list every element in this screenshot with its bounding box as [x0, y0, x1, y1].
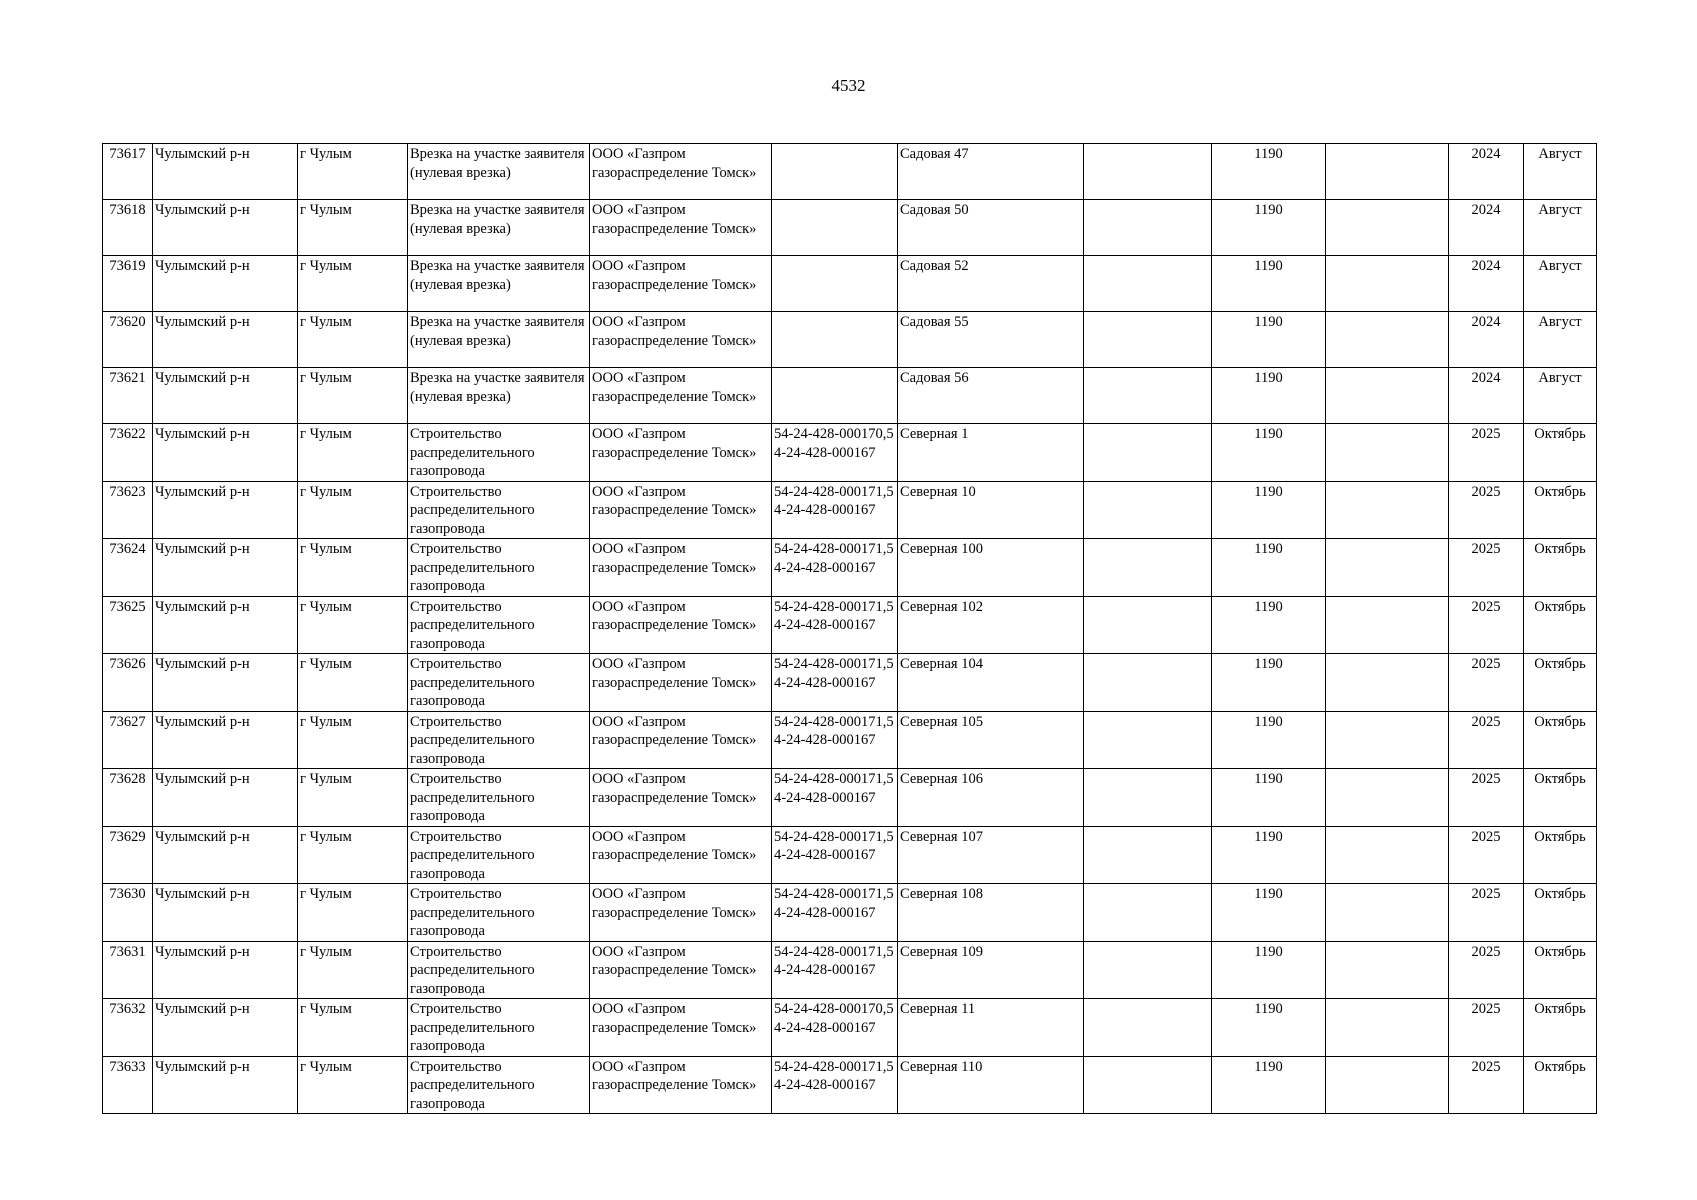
empty-cell [1084, 144, 1212, 200]
cadastral-number-cell: 54-24-428-000171,54-24-428-000167 [772, 826, 898, 884]
city-cell: г Чулым [298, 539, 408, 597]
address-cell: Северная 108 [898, 884, 1084, 942]
month-cell: Август [1524, 200, 1597, 256]
work-type-cell: Врезка на участке заявителя (нулевая врезка) [408, 368, 590, 424]
address-cell: Садовая 55 [898, 312, 1084, 368]
empty-cell [1084, 368, 1212, 424]
row-number: 73629 [103, 826, 153, 884]
work-type-cell: Строительство распределительного газопровода [408, 596, 590, 654]
length-cell: 1190 [1212, 368, 1326, 424]
table-row [103, 596, 1597, 654]
cadastral-number-cell: 54-24-428-000171,54-24-428-000167 [772, 769, 898, 827]
work-type-cell: Врезка на участке заявителя (нулевая врезка) [408, 144, 590, 200]
length-cell: 1190 [1212, 539, 1326, 597]
empty-cell [1084, 999, 1212, 1057]
district-cell: Чулымский р-н [153, 999, 298, 1057]
cadastral-number-cell [772, 312, 898, 368]
empty-cell [1084, 256, 1212, 312]
year-cell: 2024 [1449, 312, 1524, 368]
empty-cell [1084, 769, 1212, 827]
district-cell: Чулымский р-н [153, 769, 298, 827]
year-cell: 2024 [1449, 200, 1524, 256]
city-cell: г Чулым [298, 256, 408, 312]
organization-cell: ООО «Газпром газораспределение Томск» [590, 539, 772, 597]
length-cell: 1190 [1212, 999, 1326, 1057]
length-cell: 1190 [1212, 200, 1326, 256]
row-number: 73620 [103, 312, 153, 368]
city-cell: г Чулым [298, 654, 408, 712]
work-type-cell: Врезка на участке заявителя (нулевая врезка) [408, 256, 590, 312]
cadastral-number-cell: 54-24-428-000171,54-24-428-000167 [772, 941, 898, 999]
table-row [103, 769, 1597, 827]
year-cell: 2024 [1449, 368, 1524, 424]
district-cell: Чулымский р-н [153, 312, 298, 368]
table-body [103, 144, 1597, 1114]
address-cell: Северная 104 [898, 654, 1084, 712]
table-row [103, 884, 1597, 942]
empty-cell [1326, 999, 1449, 1057]
city-cell: г Чулым [298, 481, 408, 539]
year-cell: 2025 [1449, 711, 1524, 769]
empty-cell [1084, 481, 1212, 539]
month-cell: Август [1524, 312, 1597, 368]
address-cell: Северная 100 [898, 539, 1084, 597]
city-cell: г Чулым [298, 596, 408, 654]
row-number: 73624 [103, 539, 153, 597]
row-number: 73632 [103, 999, 153, 1057]
year-cell: 2025 [1449, 424, 1524, 482]
year-cell: 2024 [1449, 256, 1524, 312]
work-type-cell: Строительство распределительного газопровода [408, 424, 590, 482]
empty-cell [1326, 941, 1449, 999]
row-number: 73626 [103, 654, 153, 712]
city-cell: г Чулым [298, 941, 408, 999]
district-cell: Чулымский р-н [153, 256, 298, 312]
empty-cell [1084, 884, 1212, 942]
year-cell: 2025 [1449, 654, 1524, 712]
empty-cell [1084, 596, 1212, 654]
row-number: 73618 [103, 200, 153, 256]
table-row [103, 256, 1597, 312]
organization-cell: ООО «Газпром газораспределение Томск» [590, 999, 772, 1057]
city-cell: г Чулым [298, 424, 408, 482]
length-cell: 1190 [1212, 256, 1326, 312]
empty-cell [1326, 654, 1449, 712]
work-type-cell: Строительство распределительного газопровода [408, 884, 590, 942]
cadastral-number-cell [772, 368, 898, 424]
cadastral-number-cell [772, 144, 898, 200]
year-cell: 2024 [1449, 144, 1524, 200]
month-cell: Октябрь [1524, 999, 1597, 1057]
empty-cell [1326, 1056, 1449, 1114]
month-cell: Октябрь [1524, 1056, 1597, 1114]
length-cell: 1190 [1212, 654, 1326, 712]
empty-cell [1326, 481, 1449, 539]
city-cell: г Чулым [298, 711, 408, 769]
row-number: 73628 [103, 769, 153, 827]
cadastral-number-cell [772, 200, 898, 256]
cadastral-number-cell: 54-24-428-000171,54-24-428-000167 [772, 596, 898, 654]
address-cell: Северная 102 [898, 596, 1084, 654]
work-type-cell: Врезка на участке заявителя (нулевая врезка) [408, 312, 590, 368]
empty-cell [1326, 539, 1449, 597]
length-cell: 1190 [1212, 1056, 1326, 1114]
district-cell: Чулымский р-н [153, 144, 298, 200]
organization-cell: ООО «Газпром газораспределение Томск» [590, 144, 772, 200]
district-cell: Чулымский р-н [153, 539, 298, 597]
work-type-cell: Строительство распределительного газопровода [408, 941, 590, 999]
district-cell: Чулымский р-н [153, 481, 298, 539]
address-cell: Северная 1 [898, 424, 1084, 482]
empty-cell [1084, 711, 1212, 769]
cadastral-number-cell: 54-24-428-000171,54-24-428-000167 [772, 1056, 898, 1114]
work-type-cell: Строительство распределительного газопровода [408, 654, 590, 712]
length-cell: 1190 [1212, 826, 1326, 884]
work-type-cell: Строительство распределительного газопровода [408, 539, 590, 597]
district-cell: Чулымский р-н [153, 424, 298, 482]
length-cell: 1190 [1212, 144, 1326, 200]
year-cell: 2025 [1449, 999, 1524, 1057]
organization-cell: ООО «Газпром газораспределение Томск» [590, 654, 772, 712]
row-number: 73630 [103, 884, 153, 942]
row-number: 73631 [103, 941, 153, 999]
cadastral-number-cell: 54-24-428-000171,54-24-428-000167 [772, 711, 898, 769]
district-cell: Чулымский р-н [153, 711, 298, 769]
work-type-cell: Строительство распределительного газопровода [408, 999, 590, 1057]
organization-cell: ООО «Газпром газораспределение Томск» [590, 884, 772, 942]
month-cell: Октябрь [1524, 539, 1597, 597]
address-cell: Северная 10 [898, 481, 1084, 539]
length-cell: 1190 [1212, 424, 1326, 482]
city-cell: г Чулым [298, 769, 408, 827]
month-cell: Август [1524, 144, 1597, 200]
table-row [103, 1056, 1597, 1114]
work-type-cell: Строительство распределительного газопровода [408, 481, 590, 539]
city-cell: г Чулым [298, 884, 408, 942]
cadastral-number-cell: 54-24-428-000171,54-24-428-000167 [772, 654, 898, 712]
empty-cell [1326, 596, 1449, 654]
organization-cell: ООО «Газпром газораспределение Томск» [590, 481, 772, 539]
address-cell: Северная 11 [898, 999, 1084, 1057]
address-cell: Садовая 56 [898, 368, 1084, 424]
month-cell: Октябрь [1524, 711, 1597, 769]
table-row [103, 711, 1597, 769]
month-cell: Октябрь [1524, 596, 1597, 654]
organization-cell: ООО «Газпром газораспределение Томск» [590, 596, 772, 654]
month-cell: Октябрь [1524, 884, 1597, 942]
district-cell: Чулымский р-н [153, 1056, 298, 1114]
table-row [103, 539, 1597, 597]
work-type-cell: Строительство распределительного газопровода [408, 769, 590, 827]
month-cell: Октябрь [1524, 424, 1597, 482]
city-cell: г Чулым [298, 826, 408, 884]
organization-cell: ООО «Газпром газораспределение Томск» [590, 256, 772, 312]
month-cell: Октябрь [1524, 481, 1597, 539]
work-type-cell: Строительство распределительного газопровода [408, 711, 590, 769]
table-row [103, 654, 1597, 712]
table-row [103, 200, 1597, 256]
table-row [103, 481, 1597, 539]
year-cell: 2025 [1449, 884, 1524, 942]
empty-cell [1084, 312, 1212, 368]
city-cell: г Чулым [298, 200, 408, 256]
organization-cell: ООО «Газпром газораспределение Томск» [590, 312, 772, 368]
district-cell: Чулымский р-н [153, 826, 298, 884]
address-cell: Северная 109 [898, 941, 1084, 999]
row-number: 73627 [103, 711, 153, 769]
district-cell: Чулымский р-н [153, 596, 298, 654]
city-cell: г Чулым [298, 999, 408, 1057]
empty-cell [1326, 711, 1449, 769]
empty-cell [1326, 144, 1449, 200]
organization-cell: ООО «Газпром газораспределение Томск» [590, 941, 772, 999]
empty-cell [1084, 539, 1212, 597]
empty-cell [1326, 368, 1449, 424]
district-cell: Чулымский р-н [153, 884, 298, 942]
length-cell: 1190 [1212, 711, 1326, 769]
organization-cell: ООО «Газпром газораспределение Томск» [590, 711, 772, 769]
empty-cell [1084, 1056, 1212, 1114]
empty-cell [1084, 941, 1212, 999]
cadastral-number-cell [772, 256, 898, 312]
organization-cell: ООО «Газпром газораспределение Томск» [590, 424, 772, 482]
empty-cell [1326, 424, 1449, 482]
empty-cell [1084, 826, 1212, 884]
work-type-cell: Строительство распределительного газопровода [408, 826, 590, 884]
cadastral-number-cell: 54-24-428-000170,54-24-428-000167 [772, 424, 898, 482]
table-row [103, 312, 1597, 368]
organization-cell: ООО «Газпром газораспределение Томск» [590, 1056, 772, 1114]
row-number: 73625 [103, 596, 153, 654]
table-row [103, 144, 1597, 200]
empty-cell [1084, 654, 1212, 712]
address-cell: Северная 106 [898, 769, 1084, 827]
organization-cell: ООО «Газпром газораспределение Томск» [590, 368, 772, 424]
district-cell: Чулымский р-н [153, 368, 298, 424]
district-cell: Чулымский р-н [153, 941, 298, 999]
address-cell: Садовая 50 [898, 200, 1084, 256]
month-cell: Август [1524, 368, 1597, 424]
cadastral-number-cell: 54-24-428-000170,54-24-428-000167 [772, 999, 898, 1057]
empty-cell [1084, 200, 1212, 256]
work-type-cell: Строительство распределительного газопровода [408, 1056, 590, 1114]
address-cell: Северная 110 [898, 1056, 1084, 1114]
month-cell: Октябрь [1524, 941, 1597, 999]
length-cell: 1190 [1212, 312, 1326, 368]
gas-connection-table [102, 143, 1597, 1114]
year-cell: 2025 [1449, 826, 1524, 884]
year-cell: 2025 [1449, 941, 1524, 999]
empty-cell [1326, 826, 1449, 884]
empty-cell [1326, 312, 1449, 368]
organization-cell: ООО «Газпром газораспределение Томск» [590, 200, 772, 256]
month-cell: Октябрь [1524, 826, 1597, 884]
month-cell: Август [1524, 256, 1597, 312]
length-cell: 1190 [1212, 884, 1326, 942]
organization-cell: ООО «Газпром газораспределение Томск» [590, 826, 772, 884]
city-cell: г Чулым [298, 144, 408, 200]
address-cell: Северная 105 [898, 711, 1084, 769]
empty-cell [1326, 884, 1449, 942]
table-row [103, 941, 1597, 999]
address-cell: Садовая 52 [898, 256, 1084, 312]
district-cell: Чулымский р-н [153, 200, 298, 256]
address-cell: Северная 107 [898, 826, 1084, 884]
district-cell: Чулымский р-н [153, 654, 298, 712]
empty-cell [1326, 256, 1449, 312]
page-number: 4532 [831, 76, 866, 95]
cadastral-number-cell: 54-24-428-000171,54-24-428-000167 [772, 539, 898, 597]
year-cell: 2025 [1449, 769, 1524, 827]
month-cell: Октябрь [1524, 769, 1597, 827]
city-cell: г Чулым [298, 1056, 408, 1114]
city-cell: г Чулым [298, 368, 408, 424]
row-number: 73617 [103, 144, 153, 200]
empty-cell [1084, 424, 1212, 482]
year-cell: 2025 [1449, 539, 1524, 597]
empty-cell [1326, 200, 1449, 256]
row-number: 73619 [103, 256, 153, 312]
table-row [103, 424, 1597, 482]
row-number: 73622 [103, 424, 153, 482]
city-cell: г Чулым [298, 312, 408, 368]
month-cell: Октябрь [1524, 654, 1597, 712]
table-row [103, 826, 1597, 884]
cadastral-number-cell: 54-24-428-000171,54-24-428-000167 [772, 884, 898, 942]
row-number: 73621 [103, 368, 153, 424]
table-row [103, 368, 1597, 424]
length-cell: 1190 [1212, 769, 1326, 827]
empty-cell [1326, 769, 1449, 827]
row-number: 73623 [103, 481, 153, 539]
address-cell: Садовая 47 [898, 144, 1084, 200]
cadastral-number-cell: 54-24-428-000171,54-24-428-000167 [772, 481, 898, 539]
row-number: 73633 [103, 1056, 153, 1114]
year-cell: 2025 [1449, 596, 1524, 654]
work-type-cell: Врезка на участке заявителя (нулевая врезка) [408, 200, 590, 256]
length-cell: 1190 [1212, 596, 1326, 654]
year-cell: 2025 [1449, 1056, 1524, 1114]
year-cell: 2025 [1449, 481, 1524, 539]
length-cell: 1190 [1212, 481, 1326, 539]
organization-cell: ООО «Газпром газораспределение Томск» [590, 769, 772, 827]
table-row [103, 999, 1597, 1057]
length-cell: 1190 [1212, 941, 1326, 999]
